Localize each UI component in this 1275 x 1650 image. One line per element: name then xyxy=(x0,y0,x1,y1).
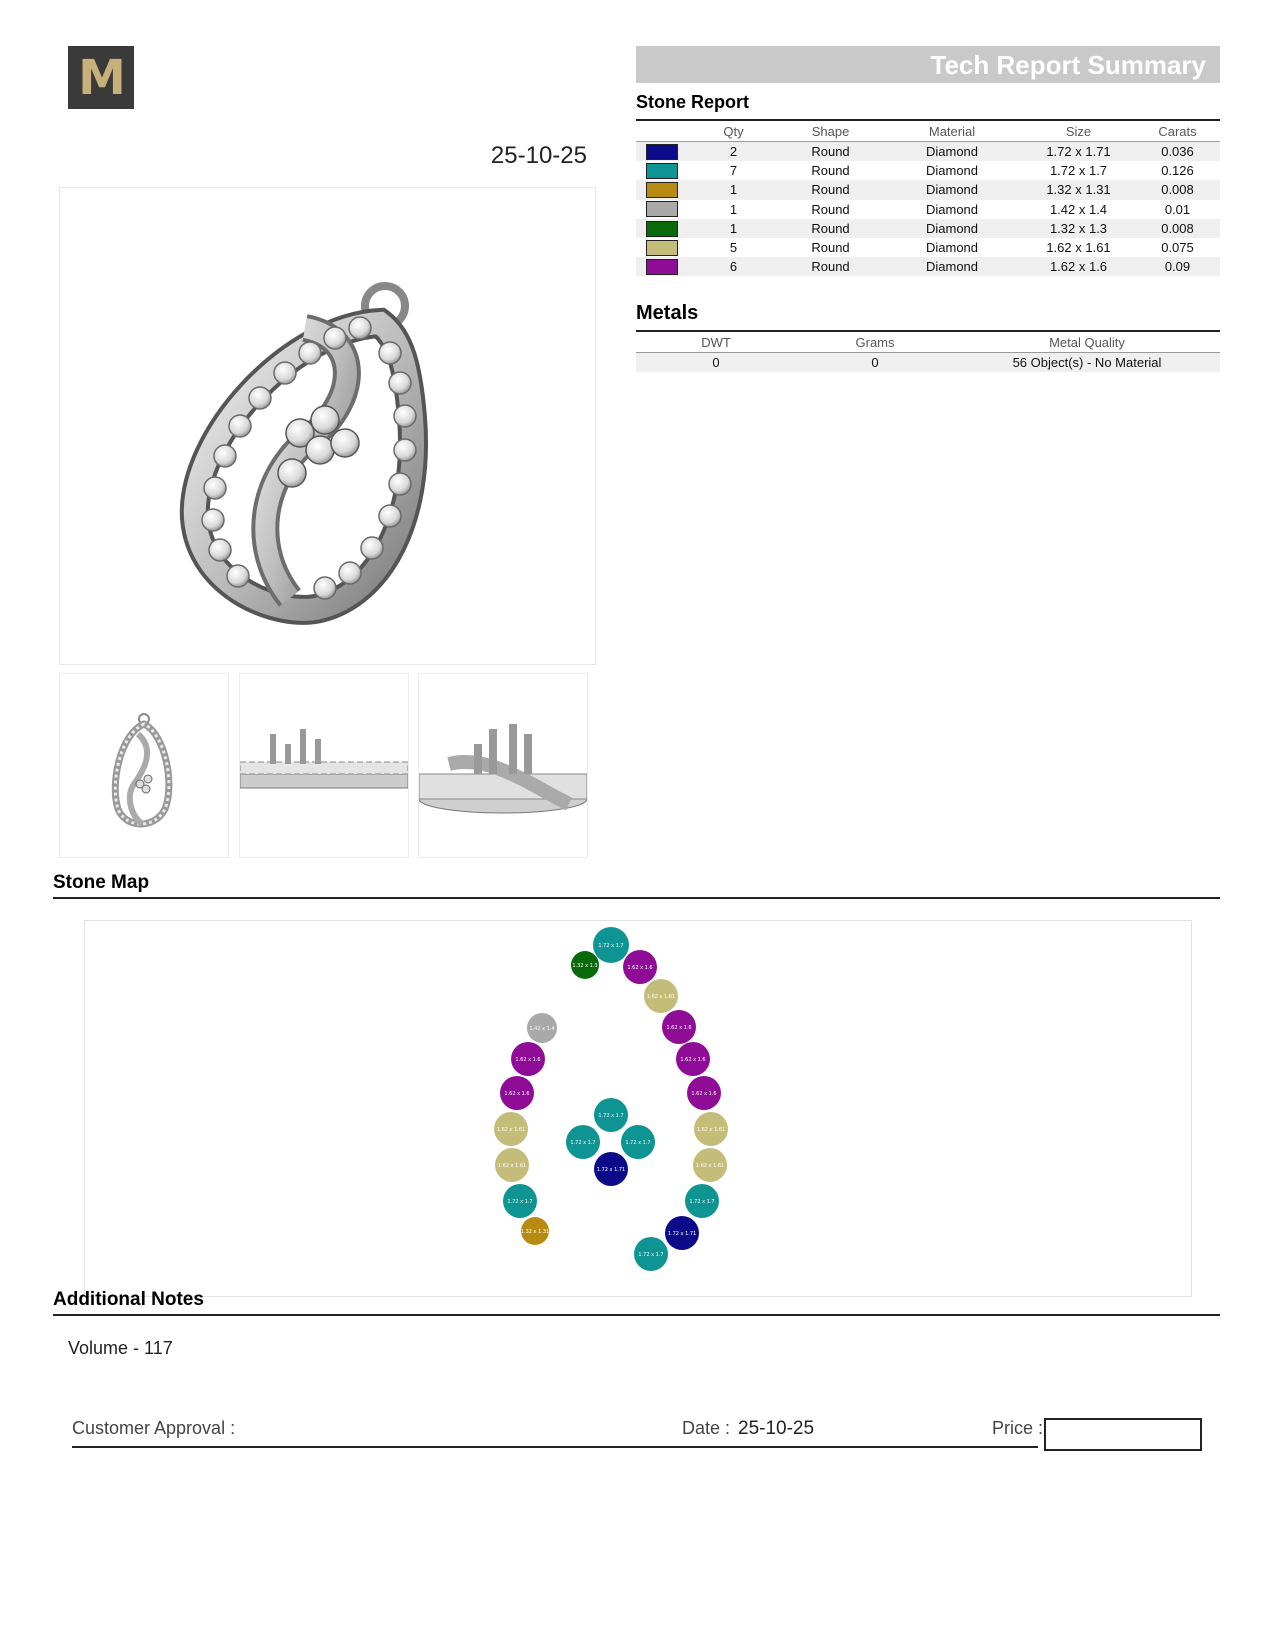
stone-marker xyxy=(685,1184,719,1218)
shape-cell: Round xyxy=(811,240,850,256)
material-cell: Diamond xyxy=(882,219,1022,238)
stone-marker xyxy=(694,1112,728,1146)
stone-marker xyxy=(634,1237,668,1271)
pendant-illustration xyxy=(60,188,595,664)
metals-table xyxy=(636,332,1220,372)
qty-column-header: Qty xyxy=(688,121,779,142)
approval-date-value: 25-10-25 xyxy=(738,1418,815,1439)
color-swatch xyxy=(646,163,678,179)
stone-size-label: 1.62 x 1.61 xyxy=(497,1163,527,1169)
shape-cell: Round xyxy=(779,180,882,199)
qty-cell: 5 xyxy=(729,240,738,256)
stone-marker xyxy=(500,1076,534,1110)
shape-cell: Round xyxy=(779,142,882,162)
material-cell: Diamond xyxy=(925,201,979,217)
price-input-box[interactable] xyxy=(1044,1418,1202,1451)
qty-cell: 7 xyxy=(729,163,738,179)
material-column-header: Material xyxy=(882,121,1022,142)
stone-marker xyxy=(687,1076,721,1110)
grams-column-header: Grams xyxy=(796,332,954,353)
additional-notes-rule xyxy=(53,1314,1220,1316)
color-swatch-cell xyxy=(636,219,688,238)
stone-size-label: 1.62 x 1.61 xyxy=(696,1127,726,1133)
report-banner xyxy=(636,46,1220,83)
carats-cell: 0.008 xyxy=(1135,219,1220,238)
shape-column-header: Shape xyxy=(779,121,882,142)
stone-marker xyxy=(662,1010,696,1044)
material-cell: Diamond xyxy=(882,142,1022,162)
stone-size-label: 1.62 x 1.6 xyxy=(627,965,653,971)
stone-map-title: Stone Map xyxy=(53,872,150,893)
color-swatch-cell xyxy=(636,180,688,199)
carats-cell: 0.036 xyxy=(1135,142,1220,162)
size-cell: 1.72 x 1.7 xyxy=(1049,163,1108,179)
stone-marker xyxy=(521,1217,549,1245)
metal-quality-column-header: Metal Quality xyxy=(954,332,1220,353)
document-date: 25-10-25 xyxy=(490,142,587,169)
stone-size-label: 1.72 x 1.7 xyxy=(570,1140,596,1146)
carats-cell: 0.126 xyxy=(1161,163,1194,179)
color-swatch-cell xyxy=(636,238,688,257)
size-cell: 1.72 x 1.71 xyxy=(1022,142,1135,162)
size-cell: 1.32 x 1.31 xyxy=(1022,180,1135,199)
dwt-column-header: DWT xyxy=(636,332,796,353)
metals-title: Metals xyxy=(636,302,699,324)
customer-approval-label: Customer Approval : xyxy=(72,1418,236,1438)
stone-size-label: 1.72 x 1.71 xyxy=(596,1167,626,1173)
stone-report-header-row xyxy=(636,121,1220,142)
stone-marker xyxy=(676,1042,710,1076)
stone-marker xyxy=(593,927,629,963)
shape-cell: Round xyxy=(779,257,882,276)
color-swatch xyxy=(646,201,678,217)
material-cell: Diamond xyxy=(925,163,979,179)
thumbnail-front-view[interactable] xyxy=(59,673,229,858)
qty-cell: 2 xyxy=(688,142,779,162)
color-swatch xyxy=(646,221,678,237)
metals-header-row xyxy=(636,332,1220,353)
material-cell: Diamond xyxy=(925,240,979,256)
stone-size-label: 1.72 x 1.7 xyxy=(638,1252,664,1258)
qty-cell: 1 xyxy=(688,219,779,238)
approval-signature-line xyxy=(72,1446,1038,1448)
carats-column-header: Carats xyxy=(1135,121,1220,142)
stone-size-label: 1.62 x 1.6 xyxy=(504,1091,530,1097)
stone-marker xyxy=(527,1013,557,1043)
approval-date-label: Date : xyxy=(682,1418,731,1438)
price-label: Price : xyxy=(992,1418,1044,1438)
pendant-render-main xyxy=(59,187,596,665)
stone-size-label: 1.62 x 1.61 xyxy=(646,994,676,1000)
stone-marker xyxy=(495,1148,529,1182)
size-column-header: Size xyxy=(1022,121,1135,142)
shape-cell: Round xyxy=(811,163,850,179)
stone-marker xyxy=(494,1112,528,1146)
table-row xyxy=(636,353,1220,373)
stone-marker xyxy=(665,1216,699,1250)
metal-quality-value: 56 Object(s) - No Material xyxy=(954,353,1220,373)
stone-size-label: 1.62 x 1.6 xyxy=(691,1091,717,1097)
size-cell: 1.42 x 1.4 xyxy=(1049,201,1108,217)
color-swatch-cell xyxy=(636,142,688,162)
table-row xyxy=(636,200,1220,219)
thumbnail-front-illustration xyxy=(60,674,228,857)
shape-cell: Round xyxy=(779,219,882,238)
stone-marker xyxy=(594,1152,628,1186)
stone-size-label: 1.72 x 1.71 xyxy=(667,1231,697,1237)
stone-size-label: 1.72 x 1.7 xyxy=(598,1113,624,1119)
logo-letter: M xyxy=(78,49,124,106)
qty-cell: 6 xyxy=(688,257,779,276)
stone-marker xyxy=(503,1184,537,1218)
stone-size-label: 1.72 x 1.7 xyxy=(507,1199,533,1205)
dwt-value: 0 xyxy=(636,353,796,373)
size-cell: 1.62 x 1.6 xyxy=(1022,257,1135,276)
color-swatch xyxy=(646,144,678,160)
stone-marker xyxy=(621,1125,655,1159)
shape-cell: Round xyxy=(811,201,850,217)
thumbnail-side-illustration xyxy=(240,674,408,857)
material-cell: Diamond xyxy=(882,180,1022,199)
table-row xyxy=(636,257,1220,276)
material-cell: Diamond xyxy=(882,257,1022,276)
report-title: Tech Report Summary xyxy=(930,50,1206,80)
stone-marker xyxy=(623,950,657,984)
stone-size-label: 1.72 x 1.7 xyxy=(598,943,624,949)
table-row xyxy=(636,161,1220,180)
color-swatch-cell xyxy=(636,200,688,219)
stone-marker xyxy=(693,1148,727,1182)
stone-marker xyxy=(644,979,678,1013)
thumbnail-perspective-view[interactable] xyxy=(418,673,588,858)
company-logo xyxy=(68,46,134,109)
color-swatch xyxy=(646,259,678,275)
stone-size-label: 1.42 x 1.4 xyxy=(529,1026,555,1032)
table-row xyxy=(636,219,1220,238)
carats-cell: 0.01 xyxy=(1164,201,1191,217)
stone-size-label: 1.72 x 1.7 xyxy=(625,1140,651,1146)
stone-size-label: 1.62 x 1.61 xyxy=(695,1163,725,1169)
stone-marker xyxy=(594,1098,628,1132)
color-swatch xyxy=(646,182,678,198)
stone-size-label: 1.62 x 1.6 xyxy=(680,1057,706,1063)
stone-size-label: 1.62 x 1.6 xyxy=(666,1025,692,1031)
notes-text: Volume - 117 xyxy=(68,1338,173,1358)
color-swatch xyxy=(646,240,678,256)
size-cell: 1.32 x 1.3 xyxy=(1022,219,1135,238)
additional-notes-title: Additional Notes xyxy=(53,1289,204,1310)
stone-size-label: 1.62 x 1.6 xyxy=(515,1057,541,1063)
color-swatch-cell xyxy=(636,257,688,276)
table-row xyxy=(636,180,1220,199)
qty-cell: 1 xyxy=(688,180,779,199)
stone-size-label: 1.62 x 1.61 xyxy=(496,1127,526,1133)
stone-marker xyxy=(571,951,599,979)
stone-report-title: Stone Report xyxy=(636,92,750,112)
stone-size-label: 1.32 x 1.3 xyxy=(572,963,598,969)
stone-map-diagram xyxy=(85,921,1191,1296)
carats-cell: 0.075 xyxy=(1161,240,1194,256)
carats-cell: 0.09 xyxy=(1135,257,1220,276)
qty-cell: 1 xyxy=(729,201,738,217)
stone-marker xyxy=(566,1125,600,1159)
thumbnail-side-view[interactable] xyxy=(239,673,409,858)
stone-map-panel xyxy=(84,920,1192,1297)
swatch-column-header xyxy=(636,121,688,142)
size-cell: 1.62 x 1.61 xyxy=(1046,240,1111,256)
table-row xyxy=(636,142,1220,162)
carats-cell: 0.008 xyxy=(1135,180,1220,199)
stone-size-label: 1.72 x 1.7 xyxy=(689,1199,715,1205)
table-row xyxy=(636,238,1220,257)
thumbnail-perspective-illustration xyxy=(419,674,587,857)
stone-map-rule xyxy=(53,897,1220,899)
stone-report-table xyxy=(636,121,1220,276)
grams-value: 0 xyxy=(796,353,954,373)
color-swatch-cell xyxy=(636,161,688,180)
stone-size-label: 1.32 x 1.31 xyxy=(520,1229,550,1235)
stone-marker xyxy=(511,1042,545,1076)
